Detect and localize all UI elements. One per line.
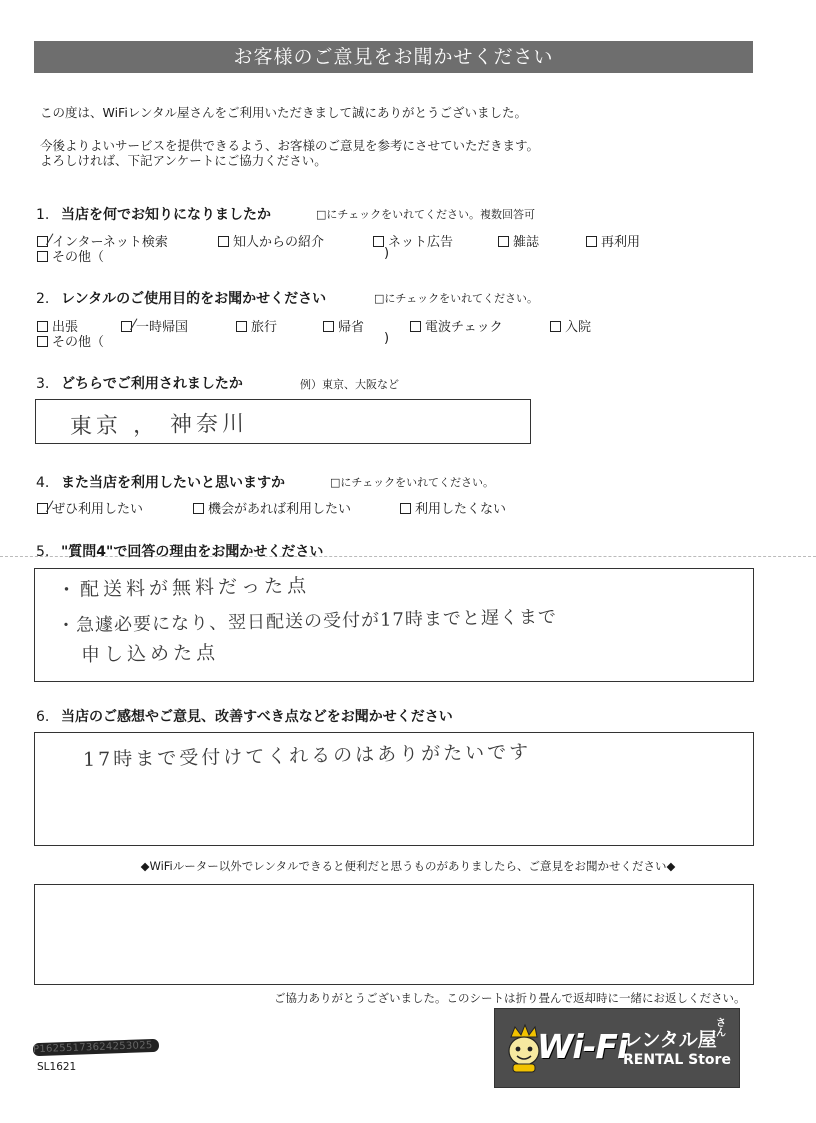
q1-option-internet[interactable]: インターネット検索 (37, 231, 168, 250)
logo-jp: レンタル屋 (623, 1029, 717, 1051)
q2-option-temp-return[interactable]: 一時帰国 (121, 316, 188, 335)
q5-handwritten-line-3: 申し込めた点 (80, 641, 220, 667)
q4-option-if-chance[interactable]: 機会があれば利用したい (193, 498, 351, 517)
intro-line-2: 今後よりよいサービスを提供できるよう、お客様のご意見を参考にさせていただきます。 (40, 138, 540, 153)
question-2-note: □にチェックをいれてください。 (374, 292, 539, 305)
question-3-note: 例）東京、大阪など (300, 378, 399, 391)
q5-handwritten-line-2: ・急遽必要になり、翌日配送の受付が17時までと遅くまで (56, 606, 558, 637)
q3-answer-box[interactable] (35, 399, 531, 444)
q2-option-hospital[interactable]: 入院 (550, 316, 591, 335)
question-4-note: □にチェックをいれてください。 (330, 476, 495, 489)
question-number: 1. (36, 207, 50, 223)
q1-other-close: ) (384, 246, 390, 261)
question-text: 当店を何でお知りになりましたか (61, 207, 271, 223)
footer-thanks: ご協力ありがとうございました。このシートは折り畳んで返却時に一緒にお返しください。 (274, 991, 746, 1005)
checkbox-checked[interactable] (121, 321, 132, 332)
brand-logo (494, 1008, 740, 1088)
question-7: ◆WiFiルーター以外でレンタルできると便利だと思うものがありましたら、ご意見をお聞かせください◆ (140, 859, 676, 873)
q2-other-close: ) (384, 331, 390, 346)
q2-option-travel[interactable]: 旅行 (236, 316, 277, 335)
checkbox[interactable] (37, 336, 48, 347)
checkbox[interactable] (400, 503, 411, 514)
checkbox[interactable] (410, 321, 421, 332)
logo-wifi: Wi-Fi (537, 1027, 628, 1066)
checkbox[interactable] (218, 236, 229, 247)
q4-option-definitely[interactable]: ぜひ利用したい (37, 498, 143, 517)
checkbox[interactable] (37, 251, 48, 262)
q1-option-reuse[interactable]: 再利用 (586, 231, 640, 250)
question-6: 6. 当店のご感想やご意見、改善すべき点などをお聞かせください (36, 709, 453, 725)
intro-line-3: よろしければ、下記アンケートにご協力ください。 (40, 153, 327, 168)
question-2: 2. レンタルのご使用目的をお聞かせください (36, 291, 327, 307)
q5-handwritten-line-1: ・配送料が無料だった点 (56, 574, 311, 602)
q2-option-business[interactable]: 出張 (37, 316, 78, 335)
question-1 (36, 204, 271, 224)
q2-option-homecoming[interactable]: 帰省 (323, 316, 364, 335)
question-3: 3. どちらでご利用されましたか (36, 376, 243, 392)
q5-answer-box[interactable] (34, 568, 754, 682)
q2-option-signal-check[interactable]: 電波チェック (410, 316, 503, 335)
checkbox[interactable] (323, 321, 334, 332)
checkbox[interactable] (498, 236, 509, 247)
question-4: 4. また当店を利用したいと思いますか (36, 475, 285, 491)
q1-option-magazine[interactable]: 雑誌 (498, 231, 539, 250)
q3-handwritten-answer: 東京 ， 神奈川 (69, 411, 249, 440)
question-5: 5. "質問4"で回答の理由をお聞かせください (36, 544, 324, 560)
logo-san: さん (716, 1018, 726, 1039)
page-title: お客様のご意見をお聞かせください (34, 41, 753, 73)
redacted-barcode: P16255173624253025 (33, 1039, 159, 1056)
checkbox[interactable] (550, 321, 561, 332)
sheet-code: SL1621 (37, 1061, 77, 1073)
logo-en: RENTAL Store (623, 1052, 731, 1068)
q4-option-no[interactable]: 利用したくない (400, 498, 506, 517)
q6-handwritten-answer: 17時まで受付けてくれるのはありがたいです (82, 741, 532, 771)
q6-answer-box[interactable] (34, 732, 754, 846)
q1-option-referral[interactable]: 知人からの紹介 (218, 231, 324, 250)
intro-line-1: この度は、WiFiレンタル屋さんをご利用いただきまして誠にありがとうございました。 (40, 105, 528, 120)
q2-option-other[interactable]: その他（ (37, 331, 104, 350)
checkbox[interactable] (586, 236, 597, 247)
q1-option-other[interactable]: その他（ (37, 246, 104, 265)
checkbox[interactable] (193, 503, 204, 514)
checkbox[interactable] (373, 236, 384, 247)
q7-answer-box[interactable] (34, 884, 754, 985)
checkbox[interactable] (236, 321, 247, 332)
checkbox-checked[interactable] (37, 503, 48, 514)
q1-option-net-ad[interactable]: ネット広告 (373, 231, 453, 250)
question-1-note: □にチェックをいれてください。複数回答可 (316, 208, 536, 221)
